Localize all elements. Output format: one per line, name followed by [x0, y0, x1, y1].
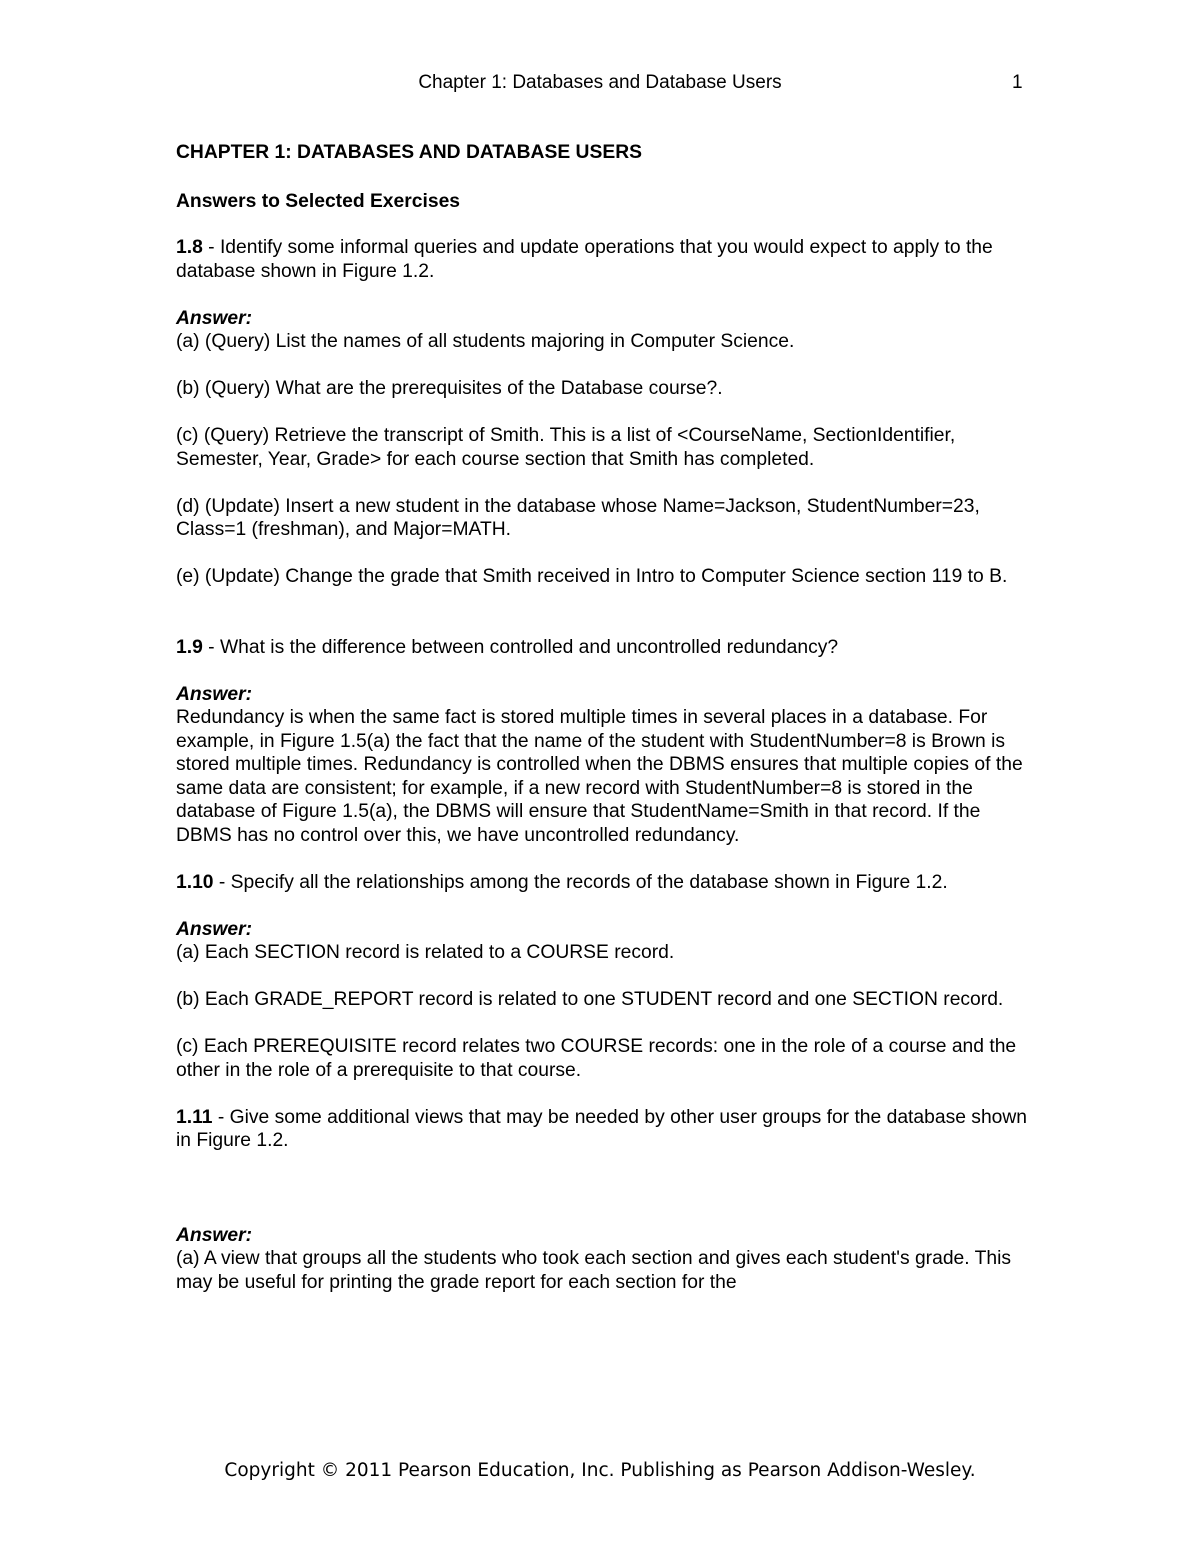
- answer-label: Answer:: [176, 1224, 253, 1246]
- document-body: [176, 141, 1036, 1294]
- exercise-1-8-answer-b: (b) (Query) What are the prerequisites of the Database course?.: [176, 378, 723, 399]
- answer-label: Answer:: [176, 683, 253, 705]
- page-number: 1: [1012, 72, 1023, 93]
- answer-label: Answer:: [176, 918, 253, 940]
- chapter-title: CHAPTER 1: DATABASES AND DATABASE USERS: [176, 142, 642, 163]
- exercise-1-8-answer-c: (c) (Query) Retrieve the transcript of Smith. This is a list of <CourseName, SectionIdentifier, Semester, Year, Grade> for each course section that Smith has completed.: [176, 425, 956, 470]
- exercise-1-8-question: [176, 236, 1036, 283]
- exercise-number: 1.9: [176, 636, 203, 658]
- exercise-1-10-question: [176, 871, 1036, 895]
- exercise-text: - Specify all the relationships among the records of the database shown in Figure 1.2.: [213, 871, 948, 893]
- header-title: Chapter 1: Databases and Database Users: [418, 72, 782, 93]
- exercise-1-9-question: [176, 636, 1036, 660]
- copyright-footer: Copyright © 2011 Pearson Education, Inc. Publishing as Pearson Addison-Wesley.: [224, 1460, 976, 1481]
- exercise-text: - Give some additional views that may be needed by other user groups for the database shown in Figure 1.2.: [176, 1106, 1028, 1151]
- exercise-1-8-answer-d: (d) (Update) Insert a new student in the database whose Name=Jackson, StudentNumber=23, Class=1 (freshman), and Major=MATH.: [176, 495, 980, 540]
- exercise-1-10-answer-b: (b) Each GRADE_REPORT record is related to one STUDENT record and one SECTION record.: [176, 989, 1004, 1010]
- exercise-1-8-answer-e: (e) (Update) Change the grade that Smith received in Intro to Computer Science section 119 to B.: [176, 566, 1008, 587]
- exercise-number: 1.10: [176, 871, 214, 893]
- section-subtitle: Answers to Selected Exercises: [176, 190, 461, 212]
- exercise-1-10-answer-a: (a) Each SECTION record is related to a COURSE record.: [176, 942, 675, 963]
- answer-label: Answer:: [176, 307, 253, 329]
- running-header: [0, 70, 1200, 96]
- exercise-number: 1.11: [176, 1106, 213, 1128]
- exercise-1-11-answer-a: (a) A view that groups all the students who took each section and gives each student's grade. This may be useful for printing the grade report for each section for the: [176, 1248, 1012, 1293]
- exercise-text: - What is the difference between controlled and uncontrolled redundancy?: [202, 636, 839, 658]
- exercise-1-11-question: [176, 1106, 1036, 1153]
- exercise-number: 1.8: [176, 237, 203, 258]
- exercise-text: - Identify some informal queries and update operations that you would expect to apply to the database shown in Figure 1.2.: [176, 237, 993, 282]
- exercise-1-8-answer-a: (a) (Query) List the names of all students majoring in Computer Science.: [176, 331, 795, 352]
- exercise-1-9-answer: Redundancy is when the same fact is stored multiple times in several places in a database. For example, in Figure 1.5(a) the fact that the name of the student with StudentNumber=8 is Brown is stored multiple times. Redundancy is controlled when the DBMS ensures that multiple copies of the same data are consistent; for example, if a new record with StudentNumber=8 is stored in the database of Figure 1.5(a), the DBMS will ensure that StudentName=Smith in that record. If the DBMS has no control over this, we have uncontrolled redundancy.: [176, 707, 1023, 846]
- exercise-1-10-answer-c: (c) Each PREREQUISITE record relates two COURSE records: one in the role of a course and the other in the role of a prerequisite to that course.: [176, 1036, 1017, 1081]
